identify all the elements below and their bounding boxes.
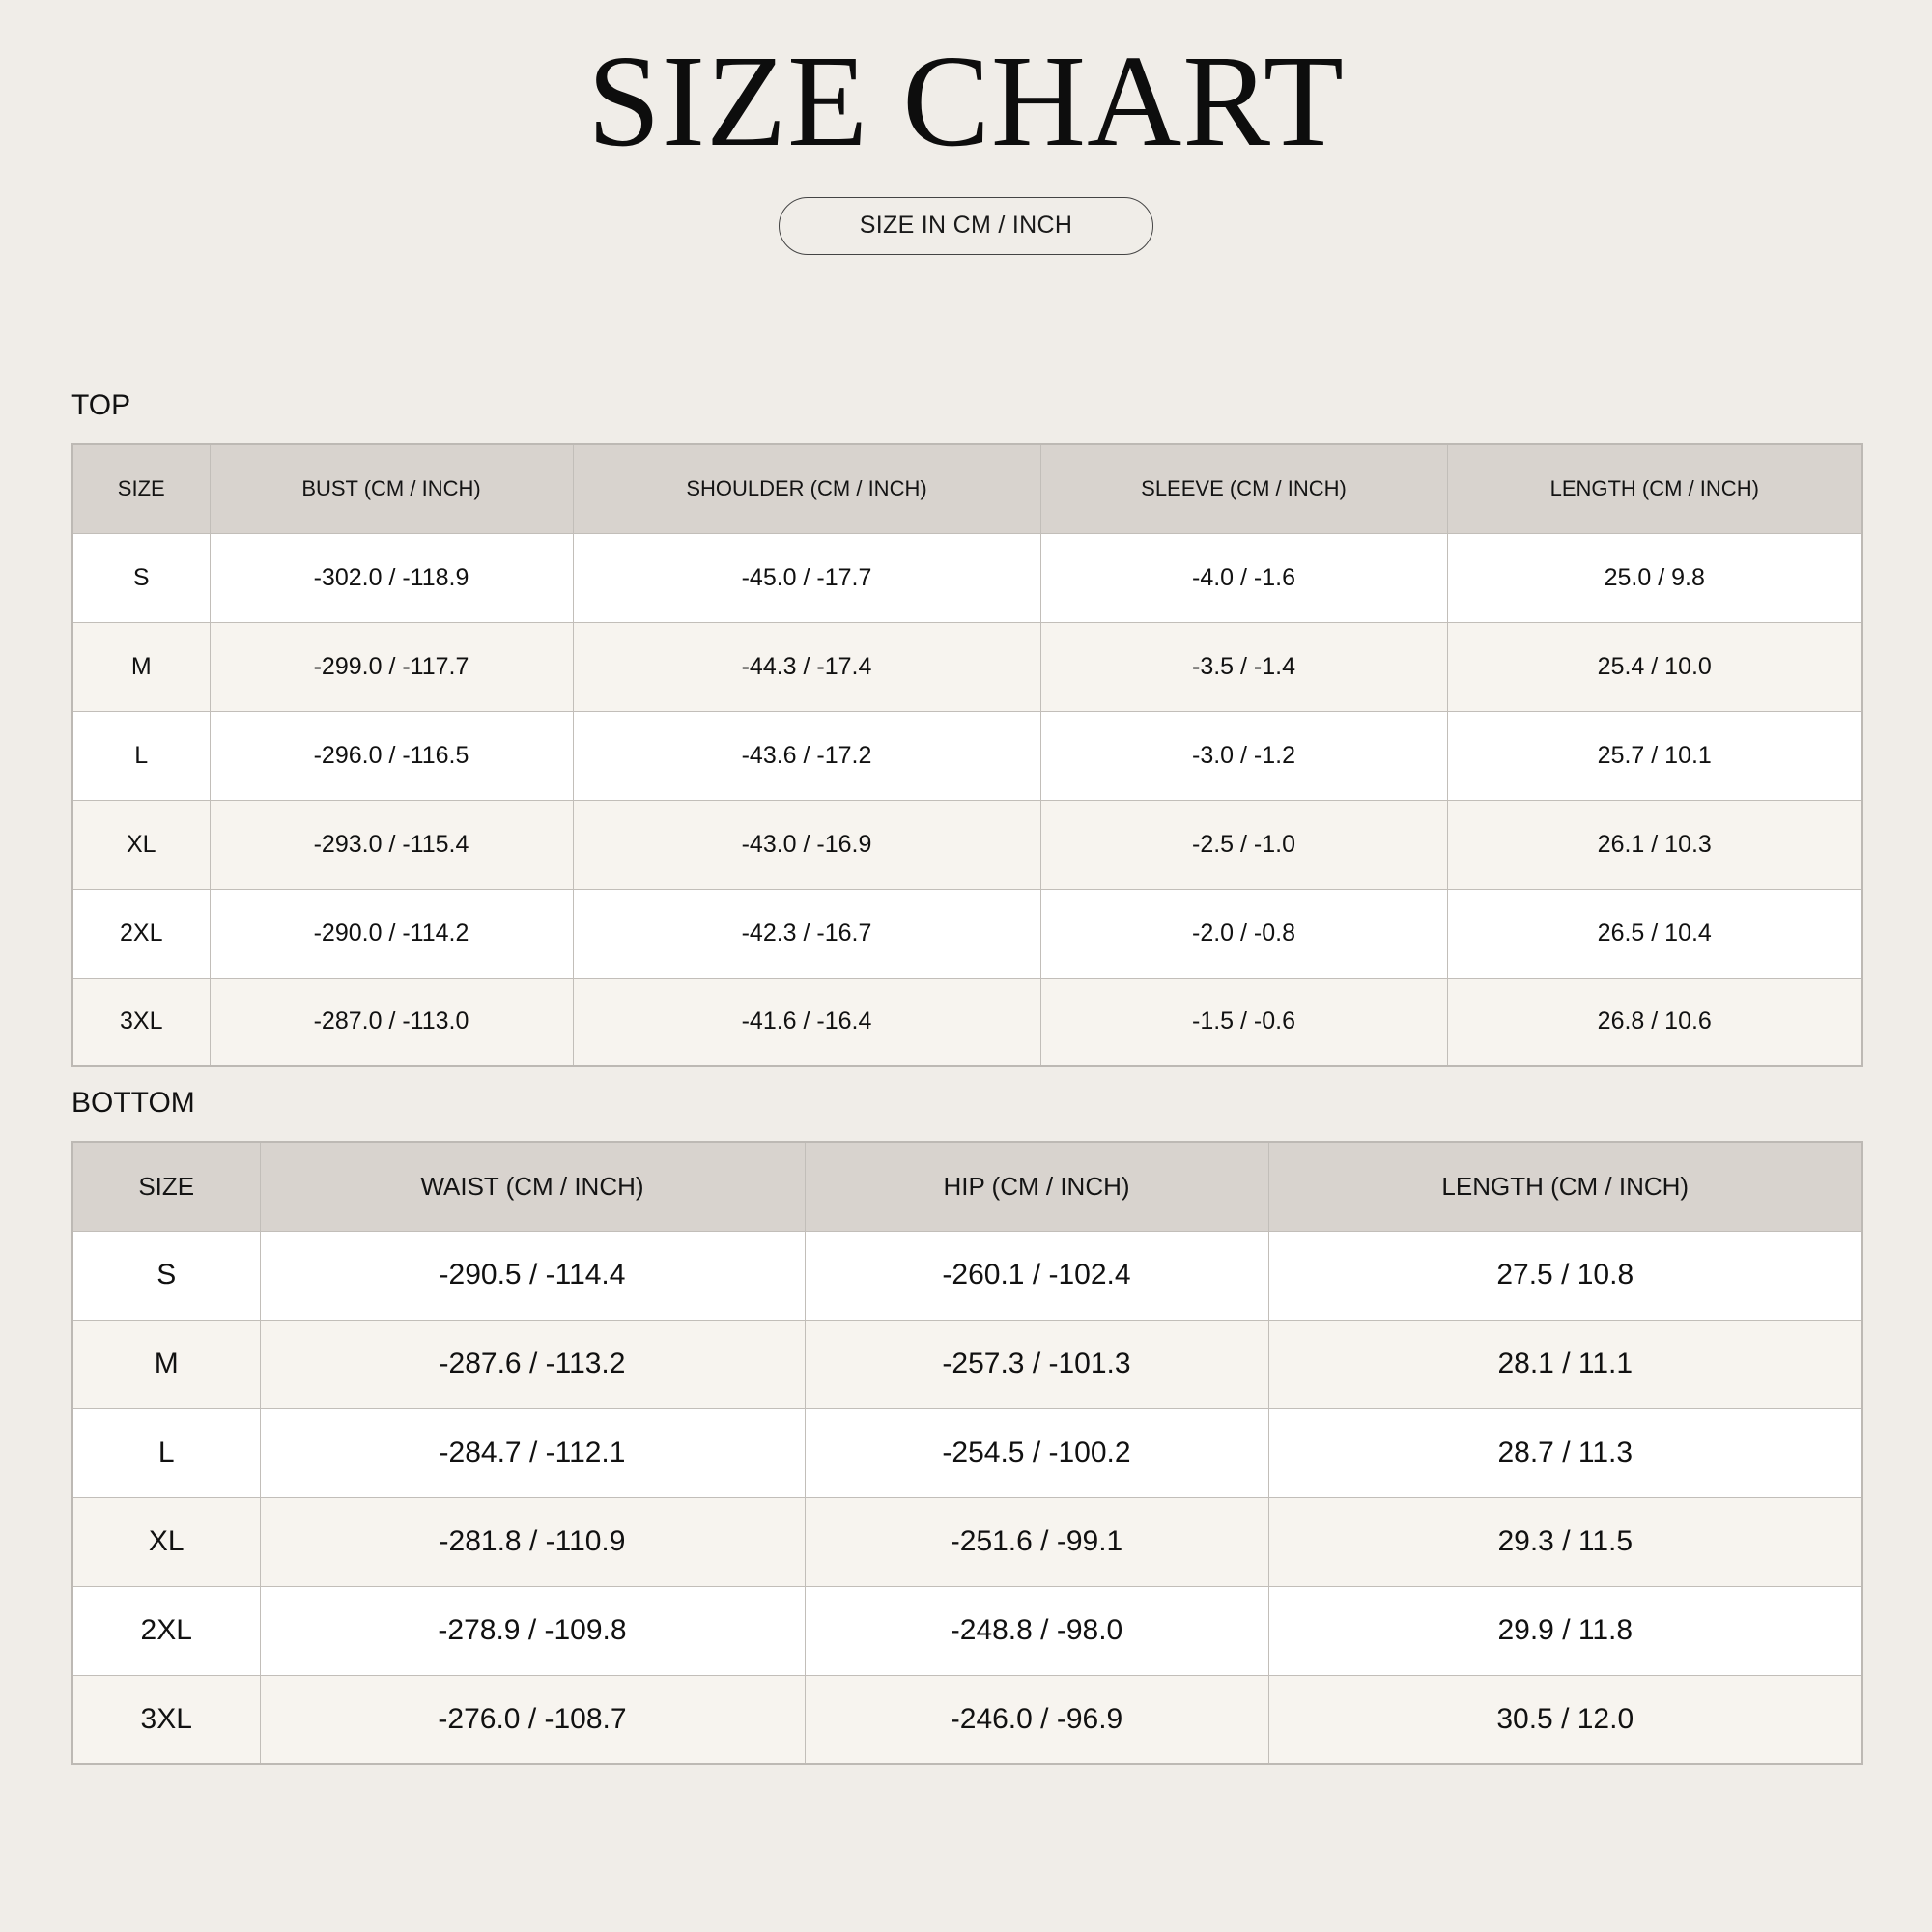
waist-cell: -290.5 / -114.4 [260, 1231, 805, 1320]
length-cell: 25.4 / 10.0 [1447, 622, 1862, 711]
size-cell: 2XL [72, 889, 210, 978]
waist-cell: -281.8 / -110.9 [260, 1497, 805, 1586]
top-size-table [71, 443, 1863, 1067]
size-cell: 3XL [72, 1675, 260, 1764]
waist-cell: -287.6 / -113.2 [260, 1320, 805, 1408]
column-header-length: LENGTH (CM / INCH) [1268, 1142, 1862, 1231]
table-row [72, 1675, 1862, 1764]
hip-cell: -257.3 / -101.3 [805, 1320, 1268, 1408]
table-row [72, 1586, 1862, 1675]
bottom-size-table [71, 1141, 1863, 1765]
size-cell: L [72, 711, 210, 800]
column-header-waist: WAIST (CM / INCH) [260, 1142, 805, 1231]
page-title: SIZE CHART [587, 29, 1345, 174]
shoulder-cell: -44.3 / -17.4 [573, 622, 1040, 711]
length-cell: 27.5 / 10.8 [1268, 1231, 1862, 1320]
length-cell: 29.3 / 11.5 [1268, 1497, 1862, 1586]
sleeve-cell: -3.5 / -1.4 [1040, 622, 1447, 711]
bust-cell: -287.0 / -113.0 [210, 978, 573, 1066]
hip-cell: -248.8 / -98.0 [805, 1586, 1268, 1675]
column-header-hip: HIP (CM / INCH) [805, 1142, 1268, 1231]
size-cell: S [72, 1231, 260, 1320]
table-row [72, 1497, 1862, 1586]
table-row [72, 533, 1862, 622]
length-cell: 26.8 / 10.6 [1447, 978, 1862, 1066]
sleeve-cell: -4.0 / -1.6 [1040, 533, 1447, 622]
length-cell: 26.5 / 10.4 [1447, 889, 1862, 978]
table-row [72, 1320, 1862, 1408]
waist-cell: -276.0 / -108.7 [260, 1675, 805, 1764]
length-cell: 29.9 / 11.8 [1268, 1586, 1862, 1675]
hip-cell: -260.1 / -102.4 [805, 1231, 1268, 1320]
length-cell: 28.1 / 11.1 [1268, 1320, 1862, 1408]
unit-badge: SIZE IN CM / INCH [779, 197, 1153, 255]
bust-cell: -299.0 / -117.7 [210, 622, 573, 711]
length-cell: 28.7 / 11.3 [1268, 1408, 1862, 1497]
table-row [72, 800, 1862, 889]
sleeve-cell: -1.5 / -0.6 [1040, 978, 1447, 1066]
shoulder-cell: -42.3 / -16.7 [573, 889, 1040, 978]
sleeve-cell: -2.5 / -1.0 [1040, 800, 1447, 889]
column-header-size: SIZE [72, 1142, 260, 1231]
length-cell: 26.1 / 10.3 [1447, 800, 1862, 889]
size-cell: S [72, 533, 210, 622]
shoulder-cell: -41.6 / -16.4 [573, 978, 1040, 1066]
hip-cell: -246.0 / -96.9 [805, 1675, 1268, 1764]
table-header-row [72, 1142, 1862, 1231]
size-cell: L [72, 1408, 260, 1497]
size-cell: 2XL [72, 1586, 260, 1675]
hip-cell: -254.5 / -100.2 [805, 1408, 1268, 1497]
table-row [72, 978, 1862, 1066]
size-cell: XL [72, 1497, 260, 1586]
waist-cell: -278.9 / -109.8 [260, 1586, 805, 1675]
size-cell: 3XL [72, 978, 210, 1066]
bust-cell: -293.0 / -115.4 [210, 800, 573, 889]
sleeve-cell: -3.0 / -1.2 [1040, 711, 1447, 800]
sleeve-cell: -2.0 / -0.8 [1040, 889, 1447, 978]
bottom-section-label: BOTTOM [71, 1087, 195, 1119]
size-cell: M [72, 622, 210, 711]
table-header-row [72, 444, 1862, 533]
table-row [72, 711, 1862, 800]
table-row [72, 1231, 1862, 1320]
length-cell: 25.0 / 9.8 [1447, 533, 1862, 622]
table-row [72, 889, 1862, 978]
column-header-sleeve: SLEEVE (CM / INCH) [1040, 444, 1447, 533]
column-header-size: SIZE [72, 444, 210, 533]
bust-cell: -302.0 / -118.9 [210, 533, 573, 622]
column-header-shoulder: SHOULDER (CM / INCH) [573, 444, 1040, 533]
size-cell: M [72, 1320, 260, 1408]
shoulder-cell: -45.0 / -17.7 [573, 533, 1040, 622]
shoulder-cell: -43.6 / -17.2 [573, 711, 1040, 800]
table-row [72, 622, 1862, 711]
column-header-bust: BUST (CM / INCH) [210, 444, 573, 533]
column-header-length: LENGTH (CM / INCH) [1447, 444, 1862, 533]
waist-cell: -284.7 / -112.1 [260, 1408, 805, 1497]
hip-cell: -251.6 / -99.1 [805, 1497, 1268, 1586]
size-cell: XL [72, 800, 210, 889]
length-cell: 25.7 / 10.1 [1447, 711, 1862, 800]
length-cell: 30.5 / 12.0 [1268, 1675, 1862, 1764]
shoulder-cell: -43.0 / -16.9 [573, 800, 1040, 889]
bust-cell: -296.0 / -116.5 [210, 711, 573, 800]
top-section-label: TOP [71, 389, 131, 421]
bust-cell: -290.0 / -114.2 [210, 889, 573, 978]
table-row [72, 1408, 1862, 1497]
